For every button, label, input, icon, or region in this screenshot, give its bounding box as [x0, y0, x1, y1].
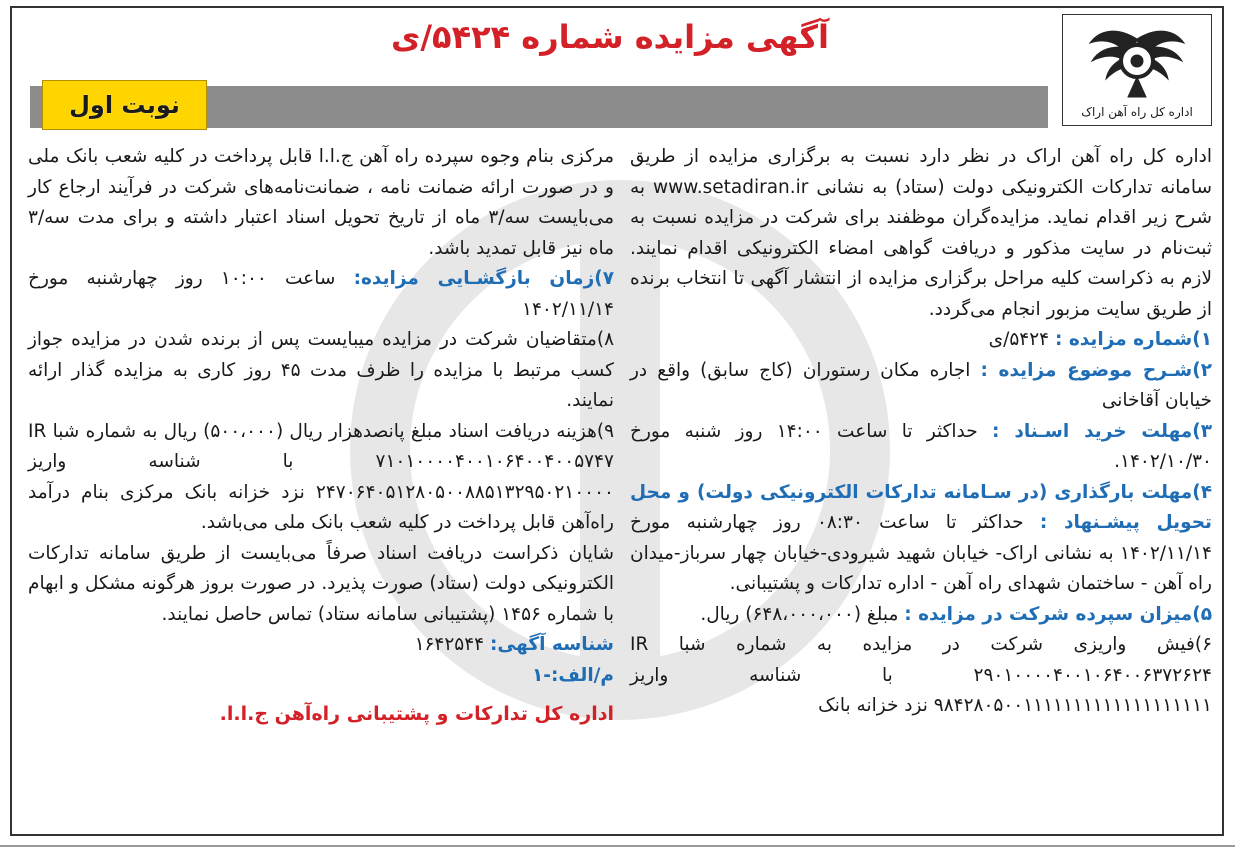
note-paragraph: شایان ذکراست دریافت اسناد صرفاً می‌بایست از طریق سامانه تدارکات الکترونیکی دولت (ستاد) صورت پذیرد. در صورت بروز هرگونه مشکل و ابهام با شماره ۱۴۵۶ (پشتیبانی سامانه ستاد) تماس حاصل نمایند.: [28, 542, 614, 625]
item-1-text: ۵۴۲۴/ی: [988, 329, 1050, 350]
intro-paragraph: [630, 142, 1212, 325]
item-4-label: ۴)مهلت بارگذاری (در سـامانه تدارکات الکترونیکی دولت) و محل تحویل پیشـنهاد :: [630, 481, 1212, 533]
item-3-label: ۳)مهلت خرید اسـناد :: [992, 420, 1212, 442]
page-title: آگهی مزایده شماره ۵۴۲۴/ی: [391, 18, 829, 56]
item-deposit-slip: ۶)فیش واریزی شرکت در مزایده به شماره شبا IR ۲۹۰۱۰۰۰۰۴۰۰۱۰۶۴۰۰۶۳۷۲۶۲۴ با شناسه واریز ۹۸۴۲۸۰۵۰۰۱۱۱۱۱۱۱۱۱۱۱۱۱۱۱۱۱۱۱ نزد خزانه بانک: [630, 634, 1212, 716]
item-license: ۸)متقاضیان شرکت در مزایده میبایست پس از برنده شدن در مزایده جواز کسب مرتبط با مزایده را ظرف مدت ۴۵ روز کاری به مزایده گذار ارائه نمایند.: [28, 329, 614, 411]
item-deposit: [630, 600, 1212, 631]
item-subject: [630, 356, 1212, 417]
logo-caption: اداره کل راه آهن اراک: [1081, 105, 1193, 119]
signature: اداره کل تدارکات و پشتیبانی راه‌آهن ج.ا.ا.: [219, 703, 614, 725]
bottom-rule: [0, 845, 1235, 847]
ad-id-label: شناسه آگهی:: [490, 634, 614, 655]
round-label: نوبت اول: [69, 91, 180, 119]
reference-code: م/الف:-۱: [531, 664, 614, 686]
item-upload-deadline: [630, 478, 1212, 600]
item-5-text: مبلغ (۶۴۸،۰۰۰،۰۰۰) ریال.: [700, 603, 899, 625]
left-column: [28, 142, 614, 730]
item-opening-time: [28, 264, 614, 325]
ad-id-line: [28, 630, 614, 661]
item-2-label: ۲)شـرح موضوع مزایده :: [980, 359, 1212, 381]
ad-id-value: ۱۶۴۲۵۴۴: [414, 634, 485, 655]
item-3-text: حداکثر تا ساعت ۱۴:۰۰ روز شنبه مورخ ۱۴۰۲/۱۰/۳۰.: [630, 420, 1212, 472]
intro-line2: به شرح زیر اقدام نماید. مزایده‌گران موظفند برای شرکت در مزایده نسبت به ثبت‌نام در سایت مذکور و دریافت گواهی امضاء الکترونیکی اقدام نمایند. لازم به ذکراست کلیه مراحل برگزاری مزایده از انتشار آگهی تا انتخاب برنده از طریق سایت مزبور انجام می‌گردد.: [630, 176, 1212, 320]
item-4-text: حداکثر تا ساعت ۰۸:۳۰ روز چهارشنبه مورخ ۱۴۰۲/۱۱/۱۴ به نشانی اراک- خیابان شهید شیرودی-خیابان چهار سرباز-میدان راه آهن - ساختمان شهدای راه آهن - اداره تدارکات و پشتیبانی.: [630, 512, 1212, 594]
item-7-text: ساعت ۱۰:۰۰ روز چهارشنبه مورخ ۱۴۰۲/۱۱/۱۴: [28, 268, 614, 320]
round-badge: [42, 80, 207, 130]
item-document-fee: ۹)هزینه دریافت اسناد مبلغ پانصدهزار ریال (۵۰۰،۰۰۰) ریال به شماره شبا IR ۷۱۰۱۰۰۰۰۴۰۰۱۰۶۴۰۰۴۰۰۵۷۴۷ با شناسه واریز ۲۴۷۰۶۴۰۵۱۲۸۰۵۰۰۸۸۵۱۳۲۹۵۰۲۱۰۰۰۰ نزد خزانه بانک مرکزی بنام درآمد راه‌آهن قابل پرداخت در کلیه شعب بانک ملی می‌باشد.: [28, 420, 615, 533]
winged-wheel-icon: [1088, 21, 1186, 101]
logo-box: [1062, 14, 1212, 126]
item-deposit-slip-continued: مرکزی بنام وجوه سپرده راه آهن ج.ا.ا قابل پرداخت در کلیه شعب بانک ملی و در صورت ارائه ضمانت نامه ، ضمانت‌نامه‌های شرکت در فرآیند ارجاع کار می‌بایست سه/۳ ماه از تاریخ تحویل اسناد اعتبار داشته و برای مدت سه/۳ ماه نیز قابل تمدید باشد.: [28, 146, 615, 259]
website-link[interactable]: www.setadiran.ir: [653, 176, 809, 198]
item-purchase-deadline: [630, 417, 1212, 478]
item-2-text: اجاره مکان رستوران (کاج سابق) واقع در خیابان آقاخانی: [630, 359, 1212, 411]
item-auction-number: [630, 325, 1212, 356]
intro-line1: اداره کل راه آهن اراک در نظر دارد نسبت به برگزاری مزایده از طریق سامانه تدارکات الکترونیکی دولت (ستاد) به نشانی: [630, 146, 1212, 198]
item-5-label: ۵)میزان سپرده شرکت در مزایده :: [904, 603, 1212, 625]
item-7-label: ۷)زمان بازگشـایی مزایده:: [353, 268, 614, 289]
right-column: [630, 142, 1212, 722]
item-1-label: ۱)شماره مزایده :: [1054, 329, 1212, 350]
